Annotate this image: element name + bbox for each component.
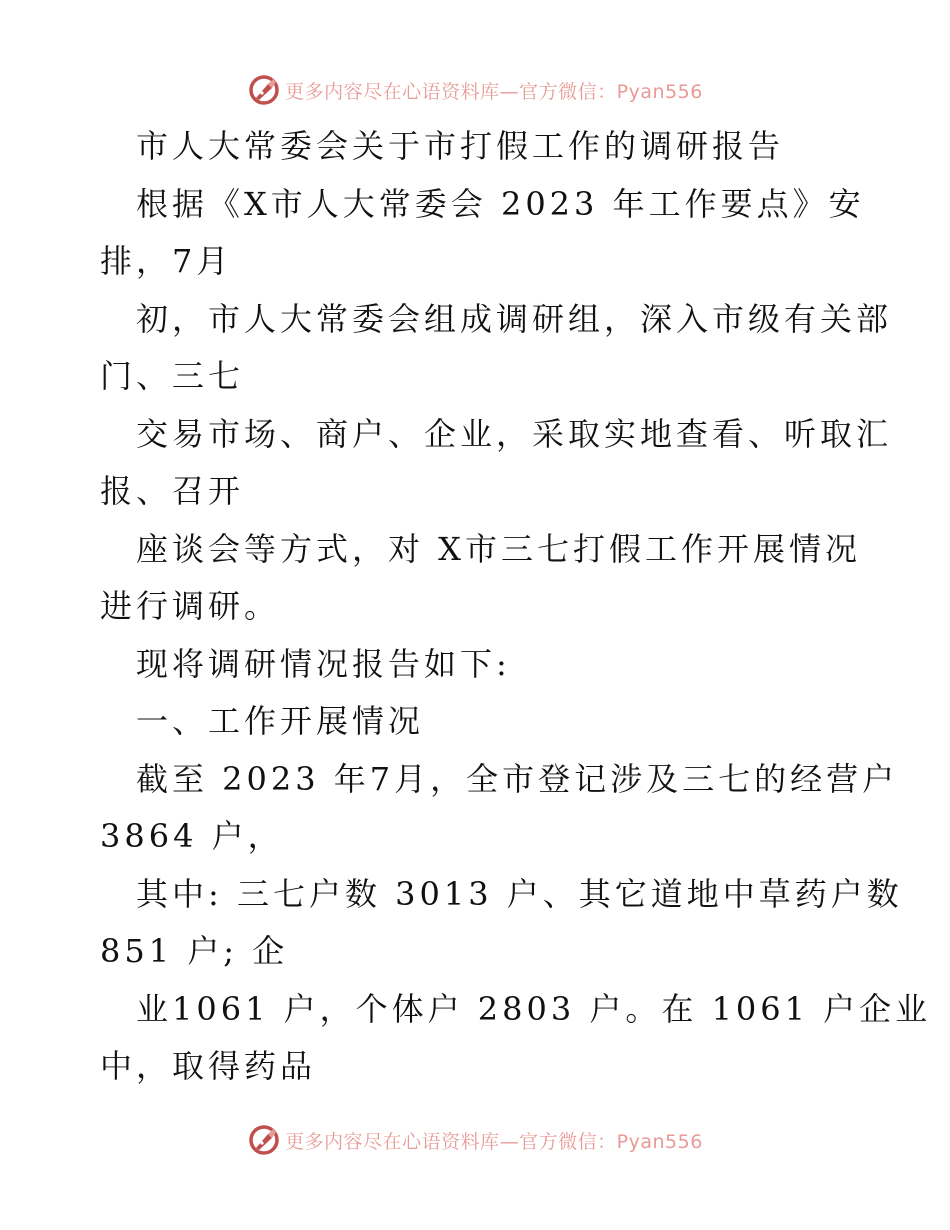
- document-text-line: 根据《X市人大常委会 2023 年工作要点》安: [136, 184, 865, 223]
- document-text-line: 业1061 户，个体户 2803 户。在 1061 户企业: [136, 989, 932, 1028]
- document-text-line: 中，取得药品: [100, 1047, 317, 1085]
- footer-banner: [0, 1120, 950, 1160]
- header-banner: [0, 70, 950, 110]
- document-body: [100, 118, 932, 1096]
- document-text-line: 现将调研情况报告如下:: [136, 644, 511, 683]
- document-text-line: 交易市场、商户、企业，采取实地查看、听取汇: [136, 414, 893, 453]
- document-text-line: 门、三七: [100, 357, 245, 395]
- pen-nib-logo-icon: [247, 73, 281, 107]
- document-title-line: 市人大常委会关于市打假工作的调研报告: [136, 127, 785, 165]
- document-text-line: 截至 2023 年7月，全市登记涉及三七的经营户: [136, 759, 899, 798]
- banner-text: 更多内容尽在心语资料库—官方微信：Pyan556: [285, 80, 703, 103]
- document-text-line: 进行调研。: [100, 587, 281, 625]
- pen-nib-logo-icon: [247, 1123, 281, 1157]
- document-text-line: 其中: 三七户数 3013 户、其它道地中草药户数: [136, 874, 903, 913]
- banner-text: 更多内容尽在心语资料库—官方微信：Pyan556: [285, 1130, 703, 1153]
- document-text-line: 初，市人大常委会组成调研组，深入市级有关部: [136, 299, 893, 338]
- document-text-line: 一、工作开展情况: [136, 702, 425, 740]
- document-text-line: 座谈会等方式，对 X市三七打假工作开展情况: [136, 529, 861, 568]
- document-text-line: 排，7月: [100, 242, 233, 280]
- document-text-line: 报、召开: [100, 472, 245, 510]
- document-text-line: 851 户; 企: [100, 932, 289, 970]
- document-text-line: 3864 户，: [100, 817, 284, 855]
